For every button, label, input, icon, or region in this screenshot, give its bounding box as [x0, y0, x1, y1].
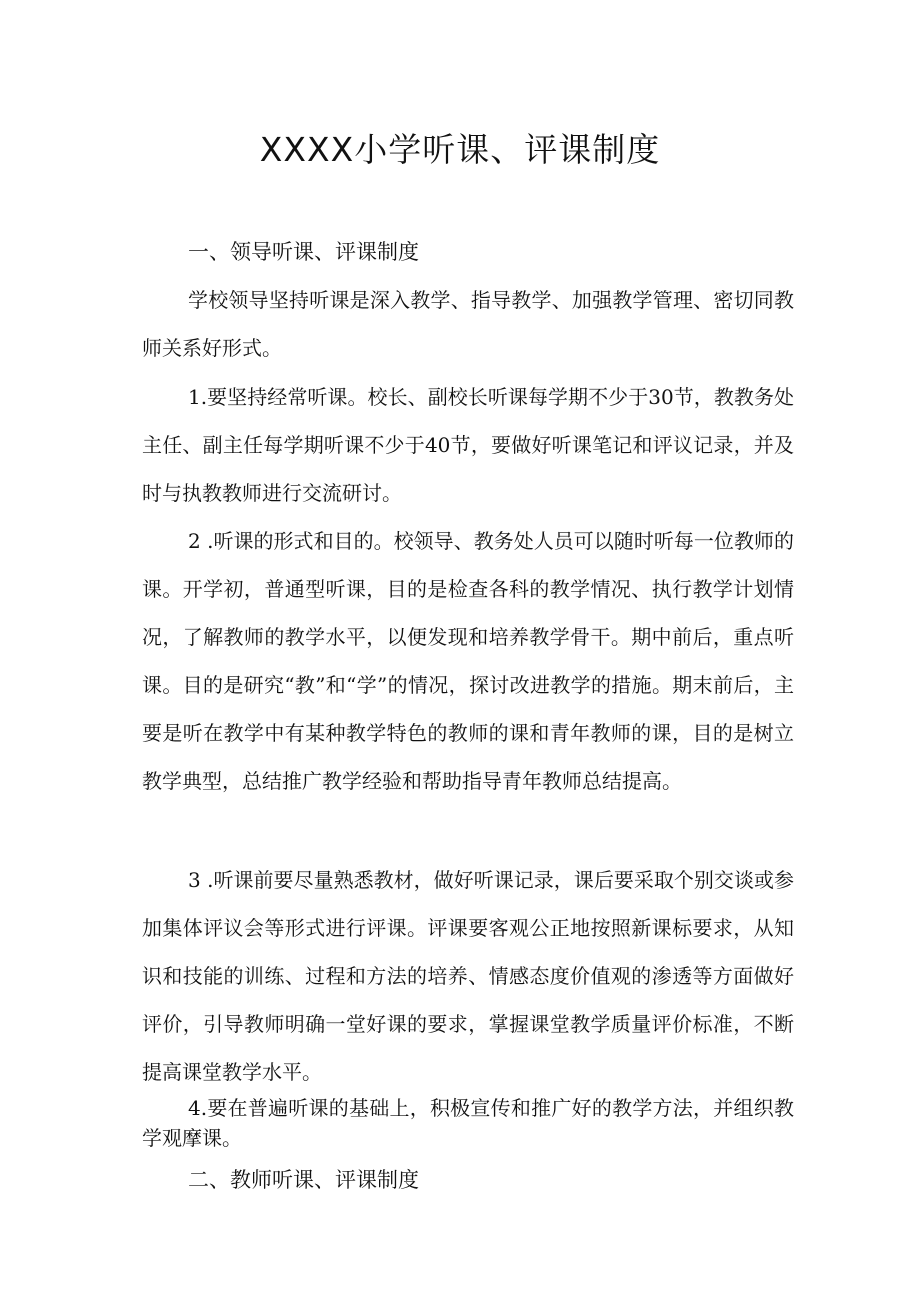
item-2-paragraph: 2 .听课的形式和目的。校领导、教务处人员可以随时听每一位教师的课。开学初，普通型听课，目的是检查各科的教学情况、执行教学计划情况，了解教师的教学水平，以便发现和培养教学骨干。期中前后，重点听课。目的是研究“教”和“学”的情况，探讨改进教学的措施。期末前后，主要是听在教学中有某种教学特色的教师的课和青年教师的课，目的是树立教学典型，总结推广教学经验和帮助指导青年教师总结提高。: [142, 529, 794, 793]
intro-paragraph: 学校领导坚持听课是深入教学、指导教学、加强教学管理、密切同教师关系好形式。: [142, 288, 794, 360]
item-4-paragraph: 4.要在普遍听课的基础上，积极宣传和推广好的教学方法，并组织教学观摩课。: [142, 1096, 794, 1150]
item-3-paragraph: 3 .听课前要尽量熟悉教材，做好听课记录，课后要采取个别交谈或参加集体评议会等形式进行评课。评课要客观公正地按照新课标要求，从知识和技能的训练、过程和方法的培养、情感态度价值观的渗透等方面做好评价，引导教师明确一堂好课的要求，掌握课堂教学质量评价标准，不断提高课堂教学水平。: [142, 868, 794, 1084]
section-heading-1: 一、领导听课、评课制度: [188, 240, 419, 264]
document-title: XXXX小学听课、评课制度: [259, 130, 661, 169]
section-heading-2: 二、教师听课、评课制度: [188, 1168, 419, 1192]
item-1-paragraph: 1.要坚持经常听课。校长、副校长听课每学期不少于30节，教教务处主任、副主任每学期听课不少于40节，要做好听课笔记和评议记录，并及时与执教教师进行交流研讨。: [142, 385, 794, 505]
